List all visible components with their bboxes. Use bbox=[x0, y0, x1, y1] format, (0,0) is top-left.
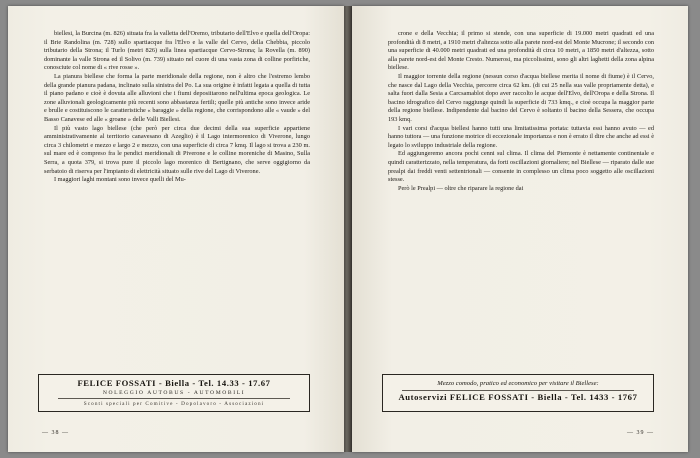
advertisement-left bbox=[38, 374, 310, 412]
ad-title: FELICE FOSSATI - Biella - Tel. 14.33 - 17.67 bbox=[77, 378, 271, 388]
advertisement-right bbox=[382, 374, 654, 412]
ad-subtitle: NOLEGGIO AUTOBUS - AUTOMOBILI bbox=[102, 390, 246, 396]
page-right-text-column bbox=[388, 30, 654, 366]
page-number-right: — 39 — bbox=[627, 430, 654, 436]
divider bbox=[402, 390, 634, 391]
page-left-text-column bbox=[44, 30, 310, 366]
paragraph: La pianura biellese che forma la parte meridionale della regione, non è altro che l'estremo lembo della grande pianura padana, inclinato sulla sinistra del Po. La sua origine è infatti legata a quella di tutta il piano padano e cioè è dovuta alle alluvioni che i fiumi deposiitarono nell'ultima epoca geologica. Le zone alluvionali geologicamente più recenti sono abbastanza fertili; quelle più antiche sono invece aride e brulle e costituiscono le caratteristiche « baraggie » della regione, che corrispondono alle « vaude » del Basso Canavese ed alle « groane » delle Valli Biellesi. bbox=[44, 72, 310, 123]
paragraph: Il maggior torrente della regione (nessun corso d'acqua biellese merita il nome di fiume) è il Cervo, che nasce dal Lago della Vecchia, percorre circa 62 km. (di cui 25 nella sua valle propriamente detta), e salta fuori dalla Sesia a Carcsamablot dopo aver raccolto le acque dell'Elvo, dell'Oropa e della Strona. Il bacino idrografico del Cervo raggiunge quindi la superficie di 733 kmq., e cioè occupa la maggior parte della regione biellese. Indipendente dal bacino del Cervo è soltanto il bacino della Sessera, che occupa 193 kmq. bbox=[388, 72, 654, 123]
divider bbox=[58, 398, 290, 399]
book-gutter bbox=[344, 6, 352, 452]
paragraph: crone e della Vecchia; il primo si stende, con una superficie di 19.000 metri quadrati ed una profondità di 8 metri, a 1910 metri d'altezza sotto alla parete nord-est del Monte Mucrone; il secondo con una superficie di 40.000 metri quadrati ed una profondità di circa 10 metri, a 1850 metri d'altezza, sotto alla parete nord-est del Monte Cresto. Numerosi, ma piccolissimi, sono gli altri laghetti della zona alpina biellese. bbox=[388, 30, 654, 72]
page-right bbox=[352, 6, 688, 452]
ad-title: Autoservizi FELICE FOSSATI - Biella - Tel. 1433 - 1767 bbox=[398, 392, 638, 402]
paragraph: Però le Prealpi — oltre che riparare la regione dai bbox=[398, 184, 524, 192]
paragraph: I vari corsi d'acqua biellesi hanno tutti una limitatissima portata: tuttavia essi hanno avuto — ed hanno tuttora — una funzione motrice di eccezionale importanza e non è errato il dire che anche ad essi è legato lo sviluppo industriale della regione. bbox=[388, 124, 654, 149]
page-left bbox=[8, 6, 344, 452]
paragraph: Ed aggiungeremo ancora pochi cenni sul clima. Il clima del Piemonte è nettamente continentale e quindi caratterizzato, nella temperatura, da forti oscillazioni giornaliere; nel Biellese — riparato dalle sue prealpi dai freddi venti settentrionali — consente in complesso un clima poco soggetto alle oscillazioni stesse. bbox=[388, 150, 654, 184]
ad-tagline: Mezzo comodo, pratico ed economico per visitare il Biellese: bbox=[437, 380, 599, 387]
paragraph: I maggiori laghi montani sono invece quelli del Mu- bbox=[54, 176, 186, 184]
ad-subtitle-secondary: Sconti speciali per Comitive - Dopolavoro - Associazioni bbox=[83, 401, 265, 407]
paragraph: Il più vasto lago biellese (che però per circa due decimi della sua superficie appartiene amministrativamente al territorio canavesano di Azeglio) è il Lago intermorenico di Viverone, lungo circa 3 chilometri e mezzo e largo 2 e mezzo, con una superficie di circa 7 kmq. Il lago si trova a 230 m. sul mare ed è compreso fra le pendici meridionali di Piverone e le colline moreniche di Masino, Sulla Serra, a quota 379, si trova pure il piccolo lago morenico di Bertignano, che serve oggigiorno da serbatoio di riserva per l'impianto di elettricità situato sulle rive del Lago di Viverone. bbox=[44, 124, 310, 175]
page-number-left: — 38 — bbox=[42, 430, 69, 436]
paragraph: biellesi, la Burcina (m. 826) situata fra la valletta dell'Oremo, tributario dell'Elvo e quella dell'Oropa: il Brie Randolina (m. 728) sullo spartiacque fra l'Elvo e la valle del Cervo, della Chebbia, piccolo tributario della Strona; il Turlo (metri 826) sulla linea spartiacque Cervo-Strona; la Rovella (m. 890) dominante la valle Strona ed il Solivo (m. 739) situato nel cuore di una vasta zona di colline porfiriche, conosciute col nome di « rive rosse ». bbox=[44, 30, 310, 72]
